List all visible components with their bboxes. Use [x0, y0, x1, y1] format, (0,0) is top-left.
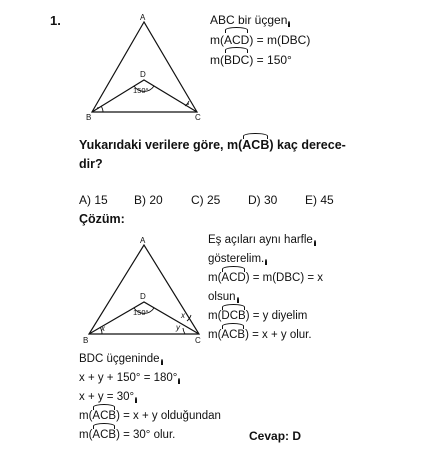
- solution-line: m(DCB) = y diyelim: [208, 307, 323, 326]
- option-a: A) 15: [79, 193, 108, 207]
- angle-x-b-label: x: [101, 324, 105, 333]
- solution-line: Eş açıları aynı harfle: [208, 234, 313, 246]
- vertex-d-label: D: [140, 70, 146, 79]
- angle-label-150: 150°: [133, 86, 149, 95]
- problem-number: 1.: [50, 13, 61, 28]
- given-line: m(BDC) = 150°: [210, 50, 310, 70]
- vertex-d-label-solution: D: [140, 292, 146, 301]
- vertex-a-label: A: [140, 13, 146, 22]
- solution-line: olsun: [208, 291, 236, 303]
- solution-line: m(ACB) = x + y olur.: [208, 326, 323, 345]
- angle-arc-c-lower: [183, 328, 185, 334]
- triangle-abc-solution: [89, 245, 199, 334]
- solution-line: x + y = 30°: [79, 391, 135, 403]
- solution-line: m(ACB) = 30° olur.: [79, 426, 221, 445]
- option-d: D) 30: [248, 193, 278, 207]
- solution-title: Çözüm:: [79, 212, 125, 226]
- option-e: E) 45: [305, 193, 334, 207]
- solution-line: BDC üçgeninde: [79, 353, 160, 365]
- solution-line: m(ACD) = m(DBC) = x: [208, 269, 323, 288]
- angle-y-c-label: y: [176, 323, 180, 332]
- vertex-b-label-solution: B: [83, 336, 89, 345]
- solution-line: m(ACB) = x + y olduğundan: [79, 407, 221, 426]
- solution-right-column: [208, 231, 323, 345]
- option-c: C) 25: [191, 193, 221, 207]
- vertex-c-label-solution: C: [195, 336, 201, 345]
- angle-label-150-solution: 150°: [133, 308, 149, 317]
- vertex-a-label-solution: A: [140, 236, 146, 245]
- answer-label: Cevap: D: [249, 429, 302, 443]
- solution-line: gösterelim.: [208, 253, 265, 265]
- solution-bottom: [79, 350, 221, 445]
- vertex-c-label: C: [195, 113, 201, 122]
- angle-x-c-label: x: [181, 311, 185, 320]
- vertex-b-label: B: [86, 113, 92, 122]
- solution-line: x + y + 150° = 180°: [79, 372, 178, 384]
- given-line: ABC bir üçgen: [210, 13, 288, 27]
- option-b: B) 20: [134, 193, 163, 207]
- question-text: Yukarıdaki verilere göre, m(ACB) kaç derece- dir?: [79, 138, 346, 171]
- given-line: m(ACD) = m(DBC): [210, 30, 310, 50]
